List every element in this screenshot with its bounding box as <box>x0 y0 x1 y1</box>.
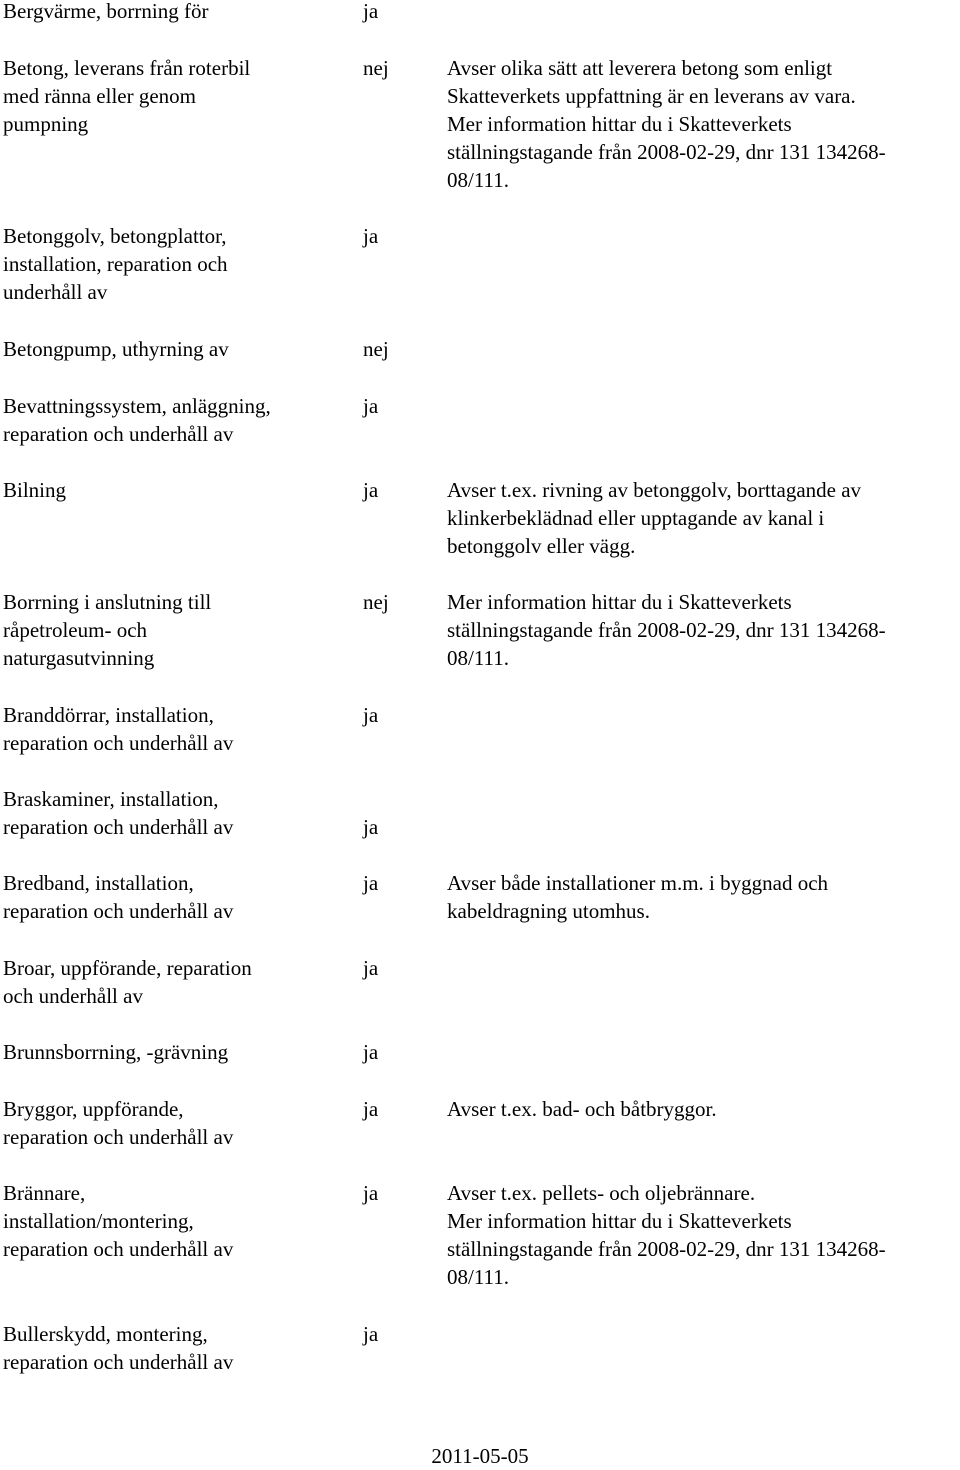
vat-cell: ja <box>363 1040 379 1064</box>
note-line: klinkerbeklädnad eller upptagande av kanal i <box>447 506 825 530</box>
note-cell <box>447 1095 957 1123</box>
note-cell <box>447 476 957 560</box>
vat-cell: ja <box>363 1322 379 1346</box>
service-cell <box>3 1179 343 1263</box>
service-line: Borrning i anslutning till <box>3 590 212 614</box>
service-line: Bryggor, uppförande, <box>3 1097 184 1121</box>
service-line: Braskaminer, installation, <box>3 787 219 811</box>
note-line: ställningstagande från 2008-02-29, dnr 131 134268- <box>447 618 886 642</box>
service-line: Bullerskydd, montering, <box>3 1322 208 1346</box>
service-line: Betonggolv, betongplattor, <box>3 224 227 248</box>
service-line: Brunnsborrning, -grävning <box>3 1040 229 1064</box>
vat-cell: nej <box>363 590 389 614</box>
service-cell <box>3 222 343 306</box>
vat-cell: ja <box>363 956 379 980</box>
service-line: Broar, uppförande, reparation <box>3 956 252 980</box>
note-line: Avser t.ex. bad- och båtbryggor. <box>447 1097 717 1121</box>
service-line: Betongpump, uthyrning av <box>3 337 229 361</box>
service-cell <box>3 954 343 1010</box>
service-cell <box>3 869 343 925</box>
service-line: reparation och underhåll av <box>3 731 234 755</box>
service-line: Branddörrar, installation, <box>3 703 214 727</box>
service-cell <box>3 1095 343 1151</box>
service-line: pumpning <box>3 112 89 136</box>
service-cell <box>3 335 343 363</box>
note-line: Avser olika sätt att leverera betong som enligt <box>447 56 833 80</box>
note-line: 08/111. <box>447 646 510 670</box>
vat-cell: ja <box>363 1097 379 1121</box>
service-cell <box>3 701 343 757</box>
service-line: reparation och underhåll av <box>3 1237 234 1261</box>
service-cell <box>3 1038 343 1066</box>
note-line: Mer information hittar du i Skatteverkets <box>447 1209 792 1233</box>
note-line: kabeldragning utomhus. <box>447 899 650 923</box>
service-line: reparation och underhåll av <box>3 1125 234 1149</box>
service-line: Brännare, <box>3 1181 86 1205</box>
service-cell <box>3 785 343 841</box>
service-line: installation, reparation och <box>3 252 228 276</box>
service-cell <box>3 476 343 504</box>
service-line: reparation och underhåll av <box>3 1350 234 1374</box>
service-line: installation/montering, <box>3 1209 194 1233</box>
service-cell <box>3 588 343 672</box>
vat-cell: ja <box>363 815 379 839</box>
note-line: Avser både installationer m.m. i byggnad och <box>447 871 829 895</box>
vat-cell: nej <box>363 56 389 80</box>
vat-cell: ja <box>363 478 379 502</box>
service-line: underhåll av <box>3 280 108 304</box>
service-line: reparation och underhåll av <box>3 815 234 839</box>
note-line: 08/111. <box>447 168 510 192</box>
vat-cell: ja <box>363 1181 379 1205</box>
note-cell <box>447 1179 957 1291</box>
note-line: Skatteverkets uppfattning är en leverans av vara. <box>447 84 856 108</box>
service-line: Bevattningssystem, anläggning, <box>3 394 271 418</box>
service-line: Bredband, installation, <box>3 871 194 895</box>
note-cell <box>447 54 957 194</box>
note-line: Avser t.ex. pellets- och oljebrännare. <box>447 1181 756 1205</box>
vat-cell: nej <box>363 337 389 361</box>
note-cell <box>447 588 957 672</box>
vat-cell: ja <box>363 703 379 727</box>
note-line: Mer information hittar du i Skatteverkets <box>447 112 792 136</box>
service-line: Betong, leverans från roterbil <box>3 56 251 80</box>
service-line: Bergvärme, borrning för <box>3 0 209 23</box>
note-line: 08/111. <box>447 1265 510 1289</box>
service-cell <box>3 392 343 448</box>
vat-cell: ja <box>363 394 379 418</box>
service-cell <box>3 0 343 25</box>
service-cell <box>3 1320 343 1376</box>
note-line: ställningstagande från 2008-02-29, dnr 131 134268- <box>447 1237 886 1261</box>
vat-cell: ja <box>363 871 379 895</box>
service-line: råpetroleum- och <box>3 618 148 642</box>
vat-cell: ja <box>363 224 379 248</box>
note-line: betonggolv eller vägg. <box>447 534 636 558</box>
service-line: Bilning <box>3 478 67 502</box>
service-line: och underhåll av <box>3 984 143 1008</box>
service-cell <box>3 54 343 138</box>
service-line: naturgasutvinning <box>3 646 155 670</box>
note-cell <box>447 869 957 925</box>
note-line: Avser t.ex. rivning av betonggolv, borttagande av <box>447 478 862 502</box>
vat-cell: ja <box>363 0 379 23</box>
service-line: med ränna eller genom <box>3 84 196 108</box>
note-line: Mer information hittar du i Skatteverkets <box>447 590 792 614</box>
service-line: reparation och underhåll av <box>3 899 234 923</box>
note-line: ställningstagande från 2008-02-29, dnr 131 134268- <box>447 140 886 164</box>
service-line: reparation och underhåll av <box>3 422 234 446</box>
footer-date: 2011-05-05 <box>431 1444 529 1468</box>
